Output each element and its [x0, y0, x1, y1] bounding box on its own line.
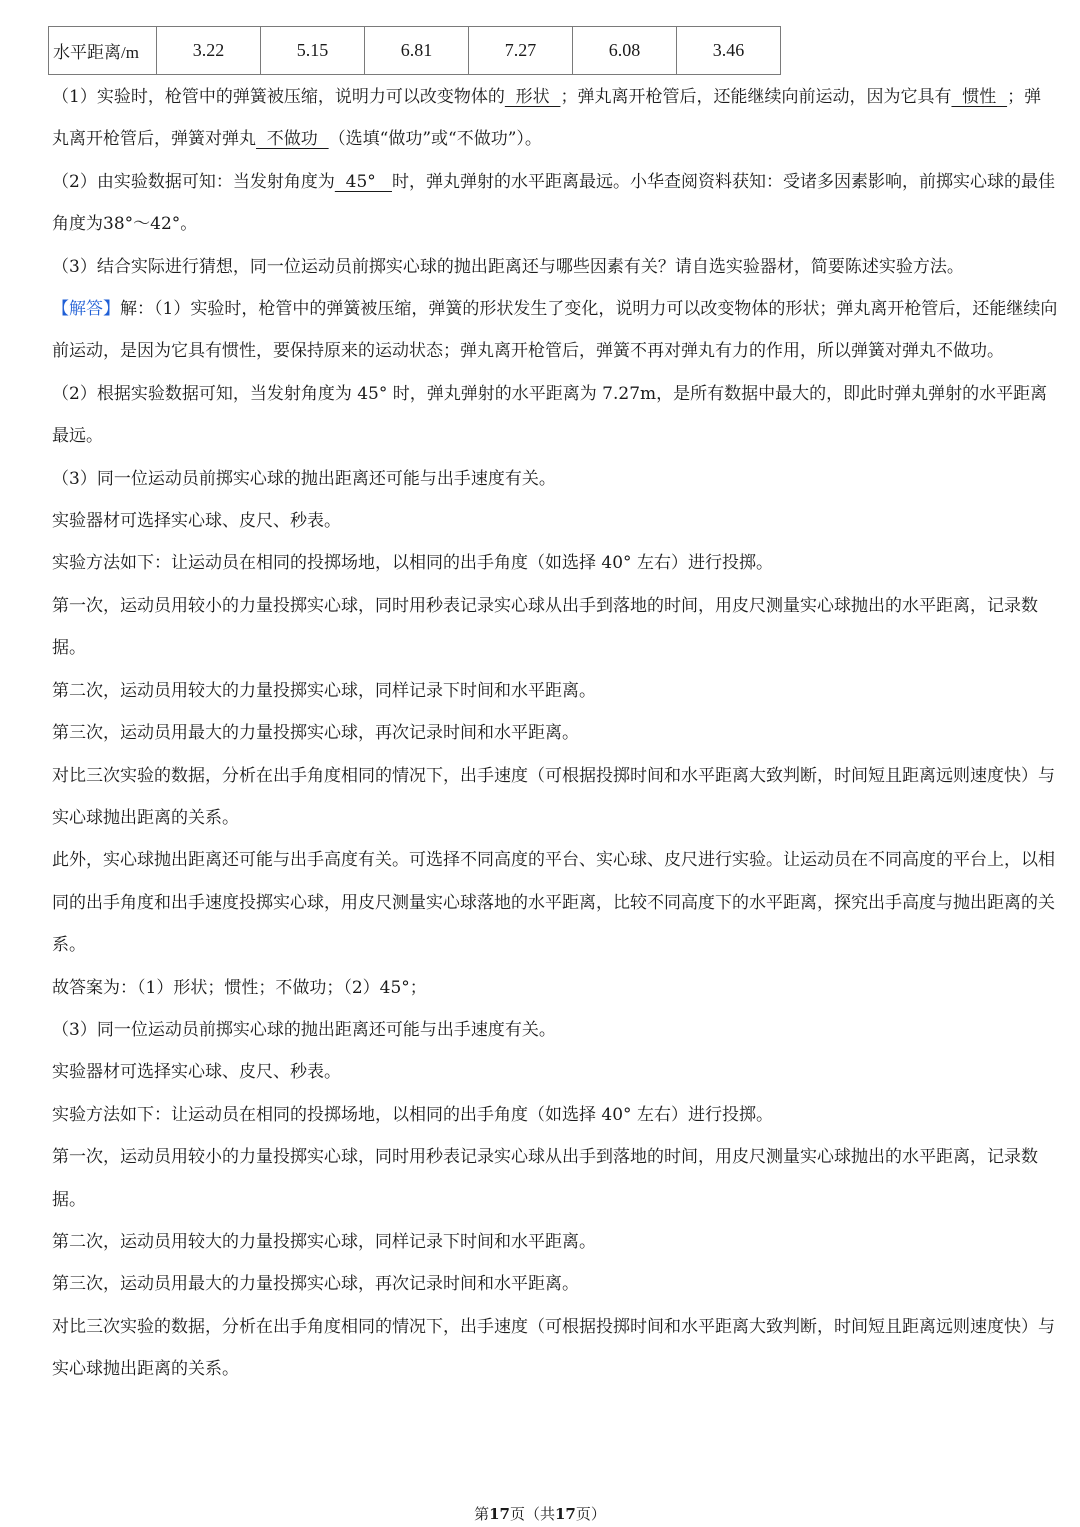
question-3: （3）结合实际进行猜想，同一位运动员前掷实心球的抛出距离还与哪些因素有关？请自选实验器材，简要陈述实验方法。 [52, 256, 964, 277]
table-cell: 6.08 [573, 27, 677, 75]
final-answer: 第二次，运动员用较大的力量投掷实心球，同样记录下时间和水平距离。 [52, 1231, 596, 1252]
answer-blank: 形状 [504, 87, 561, 107]
table-cell: 3.46 [677, 27, 781, 75]
answer-blank: 不做功 [256, 129, 329, 150]
answer-paragraph: （2）根据实验数据可知，当发射角度为 45° 时，弹丸弹射的水平距离为 7.27m，是所有数据中最大的，即此时弹丸弹射的水平距离最远。 [52, 383, 1048, 447]
answer-paragraph: 第二次，运动员用较大的力量投掷实心球，同样记录下时间和水平距离。 [52, 680, 596, 701]
page-number: 17 [489, 1505, 510, 1523]
table-cell: 3.22 [157, 27, 261, 75]
answer-blank: 45° [334, 171, 392, 192]
final-answer: 实验方法如下：让运动员在相同的投掷场地，以相同的出手角度（如选择 40° 左右）进行投掷。 [52, 1104, 773, 1125]
table-cell: 5.15 [261, 27, 365, 75]
final-answer: 第一次，运动员用较小的力量投掷实心球，同时用秒表记录实心球从出手到落地的时间，用皮尺测量实心球抛出的水平距离，记录数据。 [52, 1147, 1038, 1210]
answer-paragraph: 实验方法如下：让运动员在相同的投掷场地，以相同的出手角度（如选择 40° 左右）进行投掷。 [52, 553, 773, 574]
answer-paragraph: 对比三次实验的数据，分析在出手角度相同的情况下，出手速度（可根据投掷时间和水平距离大致判断，时间短且距离远则速度快）与实心球抛出距离的关系。 [52, 765, 1055, 828]
question-1: （1）实验时，枪管中的弹簧被压缩，说明力可以改变物体的 形状 ；弹丸离开枪管后，还能继续向前运动，因为它具有 惯性 ；弹丸离开枪管后，弹簧对弹丸 不做功 （选填“做功”或“不做功”）。 [52, 87, 1042, 150]
answer-blank: 惯性 [951, 87, 1008, 107]
table-cell: 6.81 [365, 27, 469, 75]
final-answer: （3）同一位运动员前掷实心球的抛出距离还可能与出手速度有关。 [52, 1019, 556, 1040]
final-answer: 第三次，运动员用最大的力量投掷实心球，再次记录时间和水平距离。 [52, 1274, 579, 1295]
final-answer: 故答案为：（1）形状；惯性；不做功；（2）45°； [52, 977, 427, 998]
answer-paragraph: 【解答】解：（1）实验时，枪管中的弹簧被压缩，弹簧的形状发生了变化，说明力可以改变物体的形状；弹丸离开枪管后，还能继续向前运动，是因为它具有惯性，要保持原来的运动状态；弹丸离开枪管后，弹簧不再对弹丸有力的作用，所以弹簧对弹丸不做功。 [52, 299, 1058, 362]
answer-paragraph: 第三次，运动员用最大的力量投掷实心球，再次记录时间和水平距离。 [52, 723, 579, 744]
data-table [48, 26, 781, 75]
final-answer: 对比三次实验的数据，分析在出手角度相同的情况下，出手速度（可根据投掷时间和水平距离大致判断，时间短且距离远则速度快）与实心球抛出距离的关系。 [52, 1316, 1055, 1380]
table-row [49, 27, 781, 75]
question-2: （2）由实验数据可知：当发射角度为 45° 时，弹丸弹射的水平距离最远。小华查阅资料获知：受诸多因素影响，前掷实心球的最佳角度为38°～42°。 [52, 171, 1055, 235]
final-answer: 实验器材可选择实心球、皮尺、秒表。 [52, 1062, 341, 1083]
answer-paragraph: 此外，实心球抛出距离还可能与出手高度有关。可选择不同高度的平台、实心球、皮尺进行实验。让运动员在不同高度的平台上，以相同的出手角度和出手速度投掷实心球，用皮尺测量实心球落地的水平距离，比较不同高度下的水平距离，探究出手高度与抛出距离的关系。 [52, 850, 1055, 956]
table-row-header: 水平距离/m [49, 27, 157, 75]
answer-paragraph: （3）同一位运动员前掷实心球的抛出距离还可能与出手速度有关。 [52, 468, 556, 489]
question-and-answer-text [52, 76, 1058, 1391]
page-footer: 第17页（共17页） [474, 1505, 606, 1523]
page-total: 17 [555, 1505, 576, 1523]
answer-tag: 【解答】 [52, 299, 120, 320]
answer-paragraph: 第一次，运动员用较小的力量投掷实心球，同时用秒表记录实心球从出手到落地的时间，用皮尺测量实心球抛出的水平距离，记录数据。 [52, 595, 1038, 659]
answer-paragraph: 实验器材可选择实心球、皮尺、秒表。 [52, 511, 341, 532]
table-cell: 7.27 [469, 27, 573, 75]
